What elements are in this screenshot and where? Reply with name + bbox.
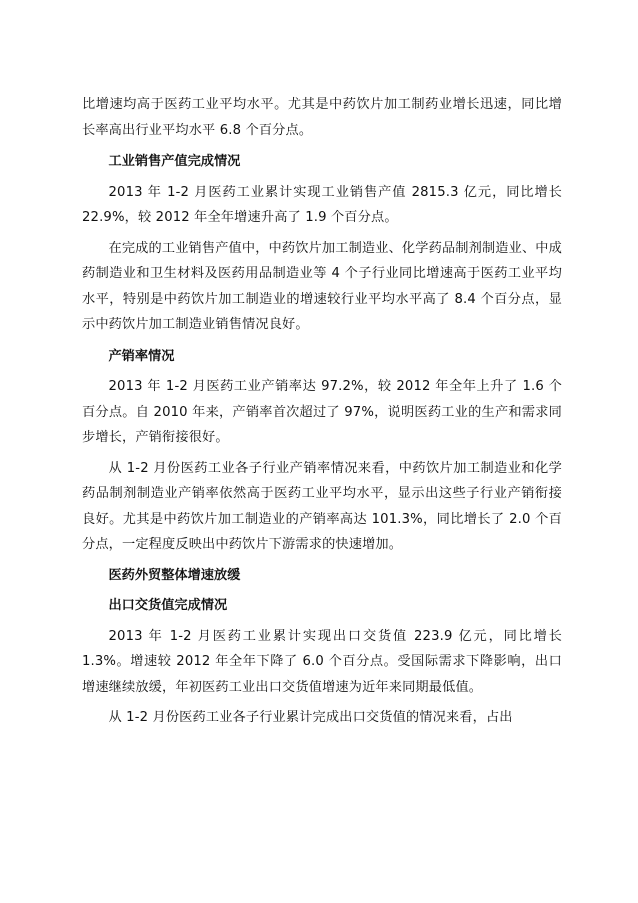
paragraph-growth-continued: 比增速均高于医药工业平均水平。尤其是中药饮片加工制药业增长迅速，同比增长率高出行业平均水平 6.8 个百分点。 [82, 97, 562, 138]
heading-foreign-trade: 医药外贸整体增速放缓 [108, 567, 241, 583]
heading-export-delivery: 出口交货值完成情况 [108, 598, 228, 613]
heading-production-sales-ratio: 产销率情况 [108, 348, 175, 364]
paragraph-sales-output-subsectors: 在完成的工业销售产值中，中药饮片加工制造业、化学药品制剂制造业、中成药制造业和卫生材料及医药用品制造业等 4 个子行业同比增速高于医药工业平均水平，特别是中药饮片加工制造业的增速较行业平均水平高了 8.4 个百分点，显示中药饮片加工制造业销售情况良好。 [82, 240, 562, 332]
paragraph-ratio-total: 2013 年 1-2 月医药工业产销率达 97.2%，较 2012 年全年上升了 1.6 个百分点。自 2010 年来，产销率首次超过了 97%，说明医药工业的生产和需求同步增长，产销衔接很好。 [82, 379, 562, 445]
paragraph-export-total: 2013 年 1-2 月医药工业累计实现出口交货值 223.9 亿元，同比增长 1.3%。增速较 2012 年全年下降了 6.0 个百分点。受国际需求下降影响，出口增速继续放缓，年初医药工业出口交货值增速为近年来同期最低值。 [82, 628, 562, 695]
heading-sales-output: 工业销售产值完成情况 [108, 154, 241, 169]
paragraph-export-subsectors: 从 1-2 月份医药工业各子行业累计完成出口交货值的情况来看，占出 [108, 710, 513, 725]
document-body [82, 92, 562, 731]
paragraph-sales-output-total: 2013 年 1-2 月医药工业累计实现工业销售产值 2815.3 亿元，同比增长 22.9%，较 2012 年全年增速升高了 1.9 个百分点。 [82, 184, 562, 225]
paragraph-ratio-subsectors: 从 1-2 月份医药工业各子行业产销率情况来看，中药饮片加工制造业和化学药品制剂制造业产销率依然高于医药工业平均水平，显示出这些子行业产销衔接良好。尤其是中药饮片加工制造业的产销率高达 101.3%，同比增长了 2.0 个百分点，一定程度反映出中药饮片下游需求的快速增加。 [82, 460, 562, 552]
